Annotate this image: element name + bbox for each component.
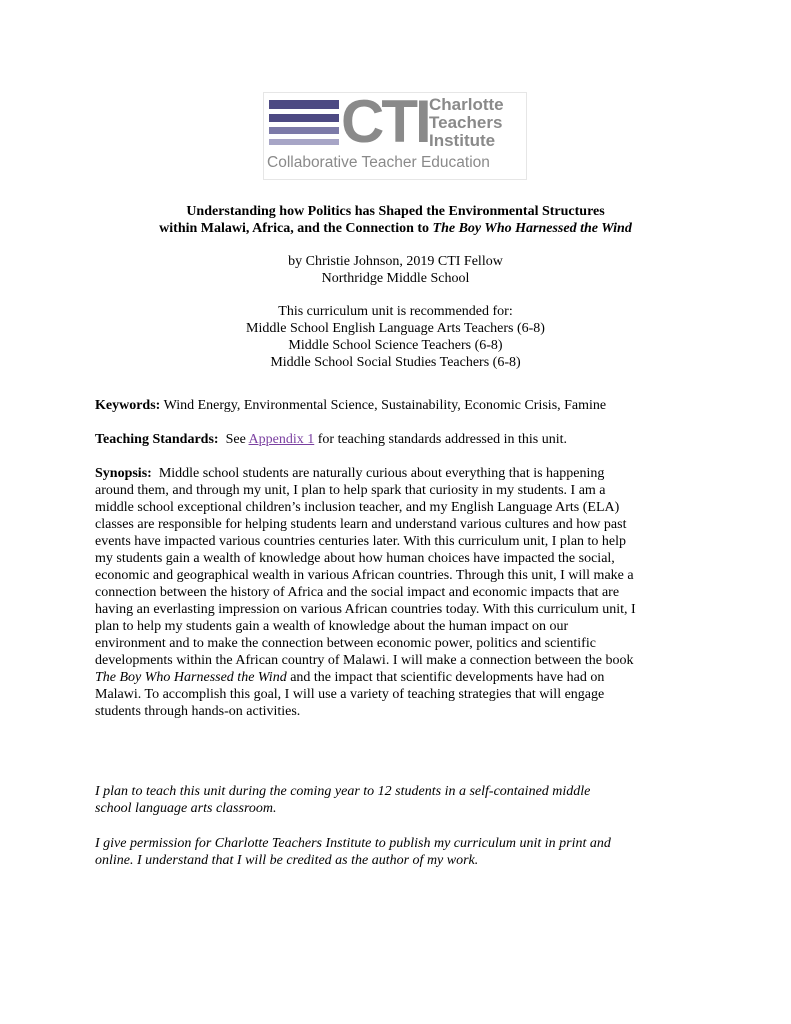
synopsis-text: Middle school students are naturally curious about everything that is happening [151, 466, 605, 481]
audience-item: Middle School Social Studies Teachers (6-8) [270, 355, 521, 370]
synopsis-line [95, 669, 705, 686]
keywords [95, 397, 705, 414]
audience-item: Middle School Science Teachers (6-8) [288, 338, 503, 353]
standards-post: for teaching standards addressed in this unit. [314, 432, 567, 447]
synopsis-line: environment and to make the connection between economic power, politics and scientific [95, 636, 596, 651]
synopsis-line: developments within the African country of Malawi. I will make a connection between the book [95, 653, 634, 668]
synopsis-label: Synopsis: [95, 466, 152, 481]
byline [0, 253, 791, 287]
title-line-1: Understanding how Politics has Shaped the Environmental Structures [186, 204, 605, 219]
synopsis-line: connection between the history of Africa and the social impact and economic impacts that are [95, 585, 620, 600]
keywords-label: Keywords: [95, 398, 161, 413]
logo-stripe [269, 127, 339, 134]
synopsis-line: students through hands-on activities. [95, 704, 301, 719]
standards-label: Teaching Standards: [95, 432, 219, 447]
synopsis-line: classes are responsible for helping students learn and understand various cultures and how past [95, 517, 627, 532]
synopsis-line [95, 465, 705, 482]
synopsis-text: and the impact that scientific developments have had on [286, 670, 605, 685]
permission-line: I give permission for Charlotte Teachers Institute to publish my curriculum unit in print and [95, 836, 611, 851]
title-line-2-text: within Malawi, Africa, and the Connection to [159, 221, 433, 236]
publication-permission-statement [95, 835, 700, 869]
audience-item: Middle School English Language Arts Teachers (6-8) [246, 321, 545, 336]
synopsis-line: my students gain a wealth of knowledge about how human choices have impacted the social, [95, 551, 615, 566]
logo-stripes [269, 100, 339, 152]
standards-pre: See [218, 432, 249, 447]
logo-name-line: Charlotte [429, 95, 504, 114]
title-line-2 [0, 220, 791, 237]
plan-line: I plan to teach this unit during the coming year to 12 students in a self-contained middle [95, 784, 591, 799]
synopsis-line: middle school exceptional children’s inclusion teacher, and my English Language Arts (ELA) [95, 500, 620, 515]
logo-name-line: Teachers [429, 113, 503, 132]
teaching-plan-statement [95, 783, 695, 817]
synopsis-line: around them, and through my unit, I plan to help spark that curiosity in my students. I am a [95, 483, 606, 498]
synopsis-line: having an everlasting impression on various African countries today. With this curriculum unit, I [95, 602, 636, 617]
document-title [0, 203, 791, 237]
permission-line: online. I understand that I will be credited as the author of my work. [95, 853, 479, 868]
synopsis-line: Malawi. To accomplish this goal, I will use a variety of teaching strategies that will engage [95, 687, 605, 702]
recommendation-block [0, 303, 791, 371]
logo-name-line: Institute [429, 131, 496, 150]
school-name: Northridge Middle School [321, 271, 470, 286]
synopsis-line: economic and geographical wealth in various African countries. Through this unit, I will make a [95, 568, 634, 583]
logo-institute-name [429, 96, 504, 150]
logo-tagline: Collaborative Teacher Education [267, 154, 490, 171]
synopsis-line: events have impacted various countries centuries later. With this curriculum unit, I plan to help [95, 534, 627, 549]
logo-acronym: CTI [341, 88, 429, 155]
logo-stripe [269, 114, 339, 122]
author-line: by Christie Johnson, 2019 CTI Fellow [288, 254, 503, 269]
cti-logo [263, 88, 527, 180]
recommendation-intro: This curriculum unit is recommended for: [278, 304, 513, 319]
synopsis-book-title: The Boy Who Harnessed the Wind [95, 670, 287, 685]
logo-stripe [269, 100, 339, 109]
synopsis-line: plan to help my students gain a wealth of knowledge about the human impact on our [95, 619, 569, 634]
teaching-standards [95, 431, 705, 448]
keywords-text: Wind Energy, Environmental Science, Sustainability, Economic Crisis, Famine [160, 398, 607, 413]
synopsis [95, 465, 705, 720]
plan-line: school language arts classroom. [95, 801, 277, 816]
appendix-1-link[interactable]: Appendix 1 [248, 432, 315, 447]
book-title: The Boy Who Harnessed the Wind [432, 221, 632, 236]
logo-stripe [269, 139, 339, 145]
